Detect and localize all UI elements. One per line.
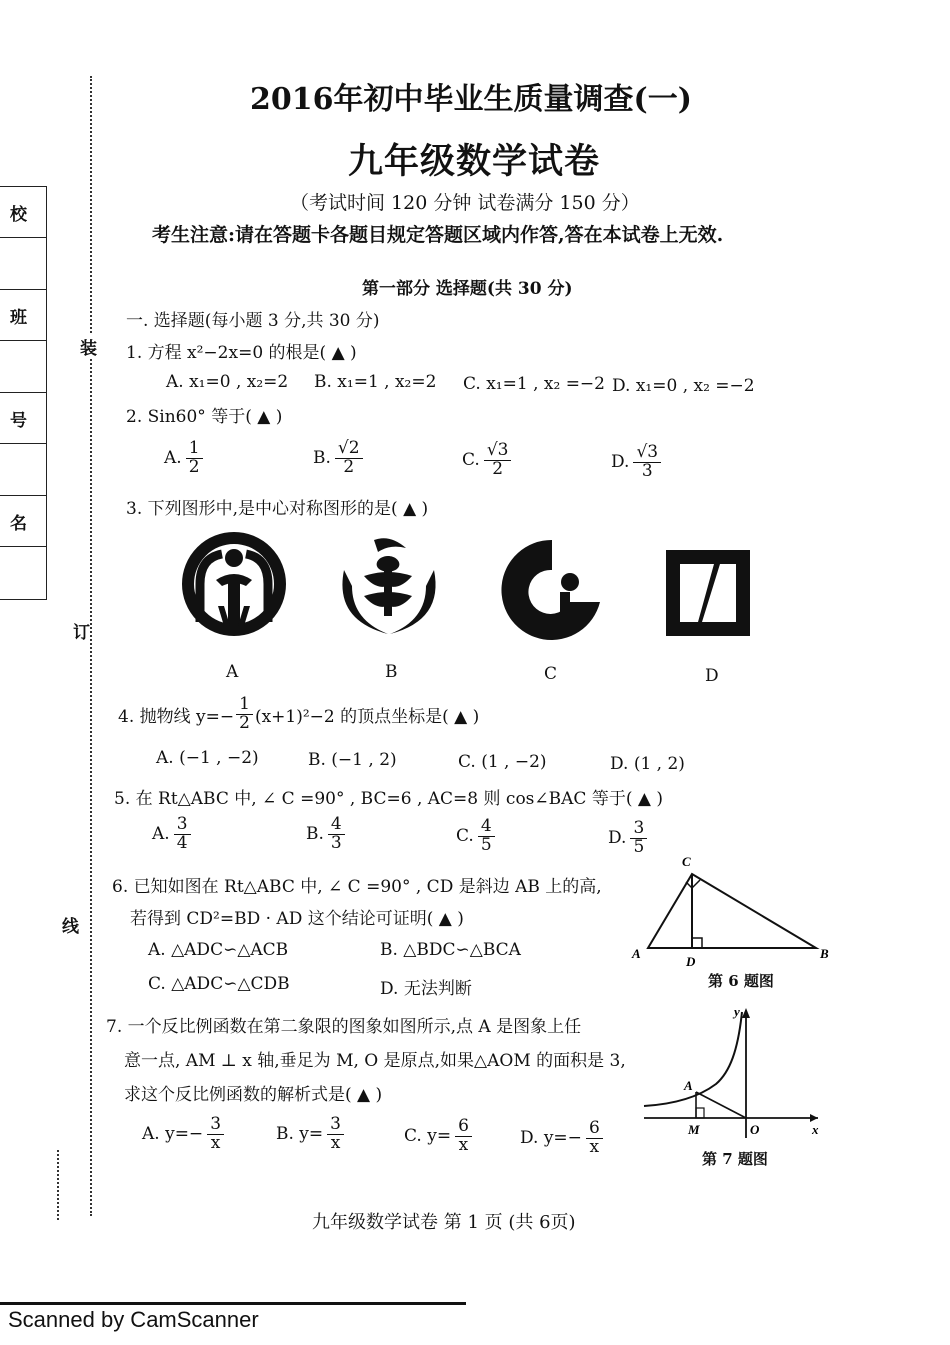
q2-option-d-fraction	[633, 444, 661, 481]
q7-option-b-label: B. y=	[276, 1123, 324, 1144]
q2-option-b-label: B.	[313, 447, 331, 468]
q7-option-d	[520, 1120, 603, 1157]
q3-figure-d-logo	[662, 546, 754, 640]
q7-option-d-den: x	[589, 1136, 600, 1157]
q4-option-b: B. (−1 , 2)	[308, 750, 397, 770]
q7-option-c-num: 6	[455, 1118, 472, 1137]
q6-point-b: B	[820, 946, 829, 961]
page-title: 2016年初中毕业生质量调查(一)	[250, 82, 692, 117]
q2-option-b-fraction	[335, 440, 363, 477]
q6-point-d: D	[686, 954, 696, 969]
q7-option-c-den: x	[458, 1134, 469, 1155]
q2-option-c-den: 2	[492, 458, 504, 479]
q7-point-o: O	[750, 1122, 760, 1137]
name-label: 名	[0, 496, 46, 547]
q7-option-b-fraction	[327, 1116, 344, 1153]
q4-option-a: A. (−1 , −2)	[156, 748, 259, 768]
q5-option-a-den: 4	[176, 832, 188, 853]
q2-option-d-den: 3	[641, 460, 653, 481]
q4-stem-num: 1	[236, 696, 253, 715]
school-blank	[0, 238, 46, 290]
q5-option-a-fraction	[174, 816, 191, 853]
q5-option-c-den: 5	[480, 834, 492, 855]
exam-notice: 考生注意:请在答题卡各题目规定答题区域内作答,答在本试卷上无效.	[152, 224, 724, 246]
q2-option-b	[313, 440, 363, 477]
section-instruction: 一. 选择题(每小题 3 分,共 30 分)	[126, 311, 380, 331]
q3-label-b: B	[385, 662, 398, 682]
q7-option-a-fraction	[207, 1116, 224, 1153]
q7-option-a-num: 3	[207, 1116, 224, 1135]
q6-option-b: B. △BDC∽△BCA	[380, 940, 521, 960]
q3-figure-a-logo	[178, 528, 290, 640]
q5-option-c-fraction	[478, 818, 495, 855]
q2-option-c-label: C.	[462, 449, 480, 470]
q5-option-d-num: 3	[630, 820, 647, 839]
binding-mark-zhuang: 装	[80, 334, 97, 359]
q7-option-c-fraction	[455, 1118, 472, 1155]
scanner-watermark: Scanned by CamScanner	[8, 1307, 259, 1332]
q2-option-a-fraction	[186, 440, 203, 477]
q7-option-d-num: 6	[586, 1120, 603, 1139]
q3-figure-c-logo	[494, 536, 604, 644]
name-blank	[0, 547, 46, 599]
q2-option-d-label: D.	[611, 451, 630, 472]
q7-option-b-num: 3	[327, 1116, 344, 1135]
q1-option-d: D. x₁=0 , x₂ =−2	[612, 376, 755, 396]
q1-option-c: C. x₁=1 , x₂ =−2	[463, 374, 605, 394]
q3-label-c: C	[544, 664, 558, 684]
q1-option-b: B. x₁=1 , x₂=2	[314, 372, 437, 392]
q2-option-a-label: A.	[164, 447, 182, 468]
q7-option-c-label: C. y=	[404, 1125, 452, 1146]
q7-point-a: A	[684, 1078, 693, 1093]
q6-option-d: D. 无法判断	[380, 979, 472, 999]
q5-option-b-label: B.	[306, 823, 324, 844]
q1-option-a: A. x₁=0 , x₂=2	[166, 372, 289, 392]
q7-axis-y-label: y	[734, 1004, 740, 1019]
q5-option-b-num: 4	[328, 816, 345, 835]
q7-stem-line1: 7. 一个反比例函数在第二象限的图象如图所示,点 A 是图象上任	[106, 1017, 582, 1037]
q4-option-c: C. (1 , −2)	[458, 752, 547, 772]
class-blank	[0, 341, 46, 393]
q7-option-d-label: D. y=−	[520, 1127, 582, 1148]
school-label: 校	[0, 187, 46, 238]
q7-hyperbola-figure	[638, 1002, 828, 1144]
q7-stem-line2: 意一点, AM ⊥ x 轴,垂足为 M, O 是原点,如果△AOM 的面积是 3,	[124, 1051, 626, 1071]
q2-option-c-fraction	[484, 442, 512, 479]
q5-stem: 5. 在 Rt△ABC 中, ∠ C =90° , BC=6 , AC=8 则 cos∠BAC 等于( ▲ )	[114, 789, 663, 809]
q2-option-d-num: √3	[633, 444, 661, 463]
q5-option-a-num: 3	[174, 816, 191, 835]
q2-option-b-num: √2	[335, 440, 363, 459]
exam-time-info: （考试时间 120 分钟 试卷满分 150 分）	[290, 192, 640, 214]
q4-option-d: D. (1 , 2)	[610, 754, 685, 774]
q2-option-b-den: 2	[343, 456, 355, 477]
scanner-divider	[0, 1302, 466, 1305]
q6-figure-caption: 第 6 题图	[708, 972, 774, 990]
q7-option-c	[404, 1118, 472, 1155]
q6-triangle-figure	[626, 850, 838, 970]
number-label: 号	[0, 393, 46, 444]
q2-option-c	[462, 442, 511, 479]
q5-option-b-den: 3	[330, 832, 342, 853]
q6-point-a: A	[632, 946, 641, 961]
binding-dotted-line	[90, 76, 92, 1216]
binding-mark-xian: 线	[62, 912, 79, 937]
q3-stem: 3. 下列图形中,是中心对称图形的是( ▲ )	[126, 499, 429, 519]
q7-option-a	[142, 1116, 224, 1153]
q2-option-a-num: 1	[186, 440, 203, 459]
q5-option-a	[152, 816, 191, 853]
q4-stem-den: 2	[239, 712, 250, 733]
q2-option-a-den: 2	[188, 456, 200, 477]
q6-stem-line1: 6. 已知如图在 Rt△ABC 中, ∠ C =90° , CD 是斜边 AB 上的高,	[112, 877, 602, 897]
binding-mark-ding: 订	[73, 618, 90, 643]
page-footer-info: 九年级数学试卷 第 1 页 (共 6页)	[312, 1212, 576, 1233]
q4-stem-pre: 4. 抛物线 y=−	[118, 706, 235, 727]
q7-axis-x-label: x	[812, 1122, 819, 1137]
q5-option-b	[306, 816, 345, 853]
q7-figure-caption: 第 7 题图	[702, 1150, 768, 1168]
q7-option-b-den: x	[330, 1132, 341, 1153]
q2-option-c-num: √3	[484, 442, 512, 461]
q5-option-c-num: 4	[478, 818, 495, 837]
q7-stem-line3: 求这个反比例函数的解析式是( ▲ )	[124, 1085, 383, 1105]
q6-option-c: C. △ADC∽△CDB	[148, 974, 290, 994]
binding-dotted-line-lower	[57, 1150, 59, 1220]
q5-option-a-label: A.	[152, 823, 170, 844]
q6-option-a: A. △ADC∽△ACB	[148, 940, 289, 960]
part-title: 第一部分 选择题(共 30 分)	[362, 279, 573, 299]
q7-option-b	[276, 1116, 344, 1153]
q7-option-d-fraction	[586, 1120, 603, 1157]
q5-option-c-label: C.	[456, 825, 474, 846]
q3-label-d: D	[705, 666, 719, 686]
q3-figure-b-logo	[330, 530, 448, 642]
class-label: 班	[0, 290, 46, 341]
q7-option-a-label: A. y=−	[142, 1123, 204, 1144]
number-blank	[0, 444, 46, 496]
q2-option-d	[611, 444, 661, 481]
q5-option-d-label: D.	[608, 827, 627, 848]
q6-stem-line2: 若得到 CD²=BD · AD 这个结论可证明( ▲ )	[130, 909, 464, 929]
page-subtitle: 九年级数学试卷	[348, 141, 601, 182]
q7-point-m: M	[688, 1122, 700, 1137]
q4-stem-fraction	[236, 696, 253, 733]
q5-option-d-den: 5	[633, 836, 645, 857]
q1-stem: 1. 方程 x²−2x=0 的根是( ▲ )	[126, 343, 357, 363]
q7-option-a-den: x	[210, 1132, 221, 1153]
q3-label-a: A	[226, 662, 239, 682]
q5-option-c	[456, 818, 495, 855]
q2-stem: 2. Sin60° 等于( ▲ )	[126, 407, 283, 427]
q5-option-b-fraction	[328, 816, 345, 853]
q4-stem-post: (x+1)²−2 的顶点坐标是( ▲ )	[254, 706, 480, 727]
q4-stem	[118, 696, 479, 733]
q2-option-a	[164, 440, 203, 477]
q6-point-c: C	[682, 854, 691, 869]
student-info-box	[0, 186, 47, 600]
